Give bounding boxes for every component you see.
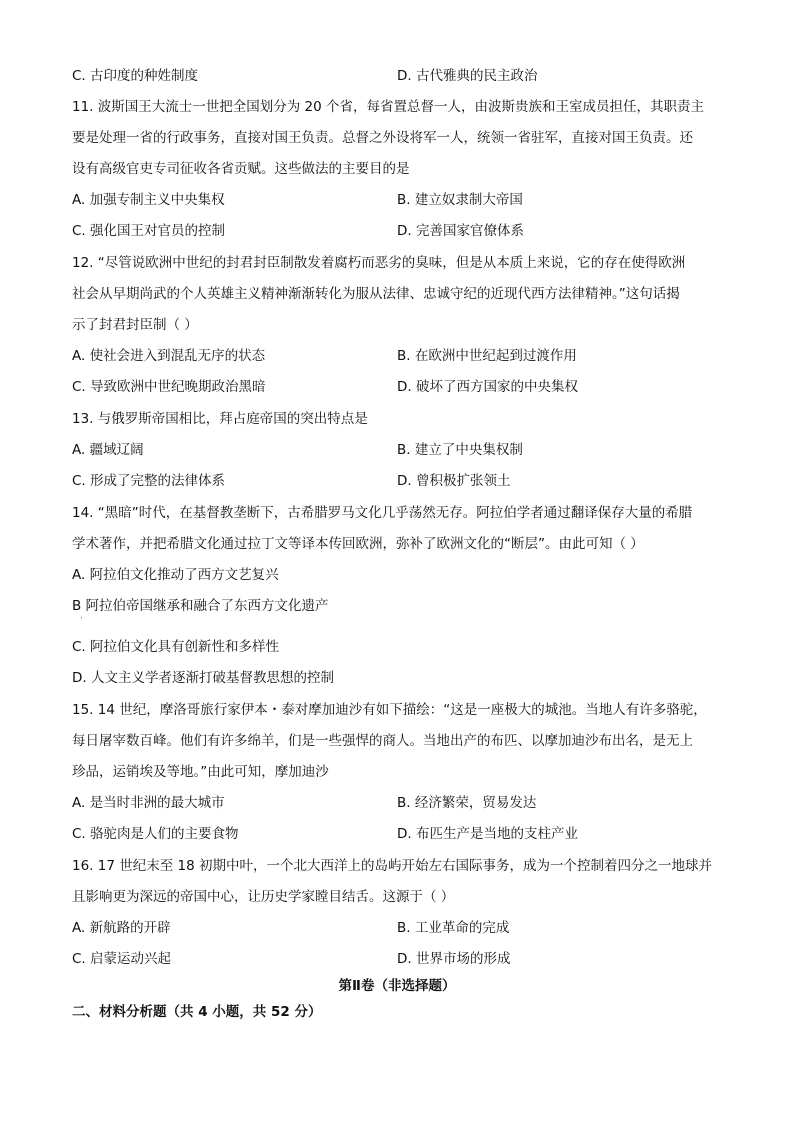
q11-option-a: A. 加强专制主义中央集权 — [72, 192, 225, 208]
q14-option-a: A. 阿拉伯文化推动了西方文艺复兴 — [72, 567, 279, 583]
q15-option-b: B. 经济繁荣，贸易发达 — [397, 795, 537, 811]
section-2-title: 第Ⅱ卷（非选择题） — [338, 978, 456, 994]
q12-option-d: D. 破坏了西方国家的中央集权 — [397, 379, 578, 395]
q14-option-d: D. 人文主义学者逐渐打破基督教思想的控制 — [72, 670, 334, 686]
q14-option-c: C. 阿拉伯文化具有创新性和多样性 — [72, 639, 280, 655]
q13-option-c: C. 形成了完整的法律体系 — [72, 473, 226, 489]
q12-option-b: B. 在欧洲中世纪起到过渡作用 — [397, 348, 577, 364]
q12-option-c: C. 导致欧洲中世纪晚期政治黑暗 — [72, 379, 266, 395]
q16-stem-line-2: 且影响更为深远的帝国中心，让历史学家瞠目结舌。这源于（ ） — [72, 889, 455, 905]
q16-option-c: C. 启蒙运动兴起 — [72, 951, 172, 967]
q13-stem-line-1: 13. 与俄罗斯帝国相比，拜占庭帝国的突出特点是 — [72, 411, 368, 427]
part-2-heading: 二、材料分析题（共 4 小题，共 52 分） — [72, 1004, 322, 1020]
q13-option-a: A. 疆域辽阔 — [72, 442, 144, 458]
q15-stem-line-3: 珍品，运销埃及等地。”由此可知，摩加迪沙 — [72, 764, 329, 780]
q10-option-c: C. 古印度的种姓制度 — [72, 68, 199, 84]
q16-option-d: D. 世界市场的形成 — [397, 951, 511, 967]
q15-stem-line-1: 15. 14 世纪，摩洛哥旅行家伊本・泰对摩加迪沙有如下描绘：“这是一座极大的城池。当地人有许多骆驼， — [72, 702, 707, 718]
q13-option-d: D. 曾积极扩张领土 — [397, 473, 511, 489]
q16-option-b: B. 工业革命的完成 — [397, 920, 510, 936]
q11-stem-line-2: 要是处理一省的行政事务，直接对国王负责。总督之外设将军一人，统领一省驻军，直接对国王负责。还 — [72, 130, 693, 146]
q14-stem-line-1: 14. “黑暗”时代，在基督教垄断下，古希腊罗马文化几乎荡然无存。阿拉伯学者通过翻译保存大量的希腊 — [72, 505, 693, 521]
q11-stem-line-3: 设有高级官吏专司征收各省贡赋。这些做法的主要目的是 — [72, 161, 410, 177]
q15-option-a: A. 是当时非洲的最大城市 — [72, 795, 225, 811]
q10-option-d: D. 古代雅典的民主政治 — [397, 68, 538, 84]
q12-option-a: A. 使社会进入到混乱无序的状态 — [72, 348, 266, 364]
q16-stem-line-1: 16. 17 世纪末至 18 初期中叶，一个北大西洋上的岛屿开始左右国际事务，成为一个控制着四分之一地球并 — [72, 858, 712, 874]
q14-option-b: B 阿拉伯帝国继承和融合了东西方文化遗产 — [72, 598, 329, 614]
q15-option-c: C. 骆驼肉是人们的主要食物 — [72, 826, 239, 842]
q11-option-b: B. 建立奴隶制大帝国 — [397, 192, 523, 208]
q14-stray-dot: · — [80, 614, 83, 624]
q14-stem-line-2: 学术著作，并把希腊文化通过拉丁文等译本传回欧洲，弥补了欧洲文化的“断层”。由此可知（ ） — [72, 536, 644, 552]
q12-stem-line-2: 社会从早期尚武的个人英雄主义精神渐渐转化为服从法律、忠诚守纪的近现代西方法律精神。”这句话揭 — [72, 286, 680, 302]
q11-option-d: D. 完善国家官僚体系 — [397, 223, 524, 239]
q16-option-a: A. 新航路的开辟 — [72, 920, 171, 936]
q12-stem-line-1: 12. “尽管说欧洲中世纪的封君封臣制散发着腐朽而恶劣的臭味，但是从本质上来说，它的存在使得欧洲 — [72, 255, 686, 271]
q12-stem-line-3: 示了封君封臣制（ ） — [72, 317, 198, 333]
q13-option-b: B. 建立了中央集权制 — [397, 442, 523, 458]
q11-option-c: C. 强化国王对官员的控制 — [72, 223, 226, 239]
q15-option-d: D. 布匹生产是当地的支柱产业 — [397, 826, 578, 842]
q15-stem-line-2: 每日屠宰数百峰。他们有许多绵羊，们是一些强悍的商人。当地出产的布匹、以摩加迪沙布出名，是无上 — [72, 733, 693, 749]
q11-stem-line-1: 11. 波斯国王大流士一世把全国划分为 20 个省，每省置总督一人，由波斯贵族和王室成员担任，其职责主 — [72, 99, 705, 115]
